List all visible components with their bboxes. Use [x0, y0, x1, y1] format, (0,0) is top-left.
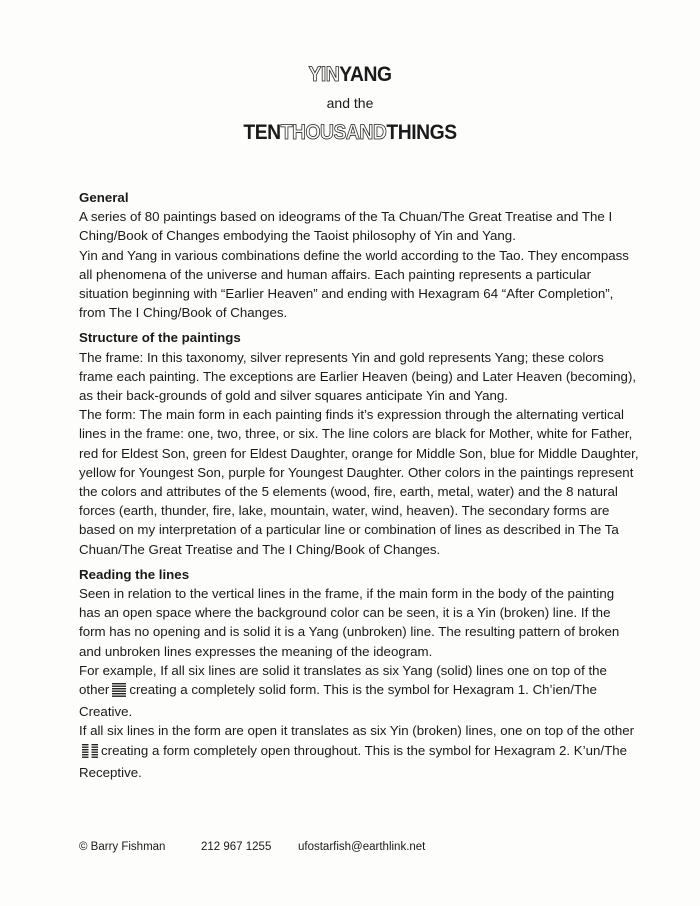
title-block	[0, 62, 700, 146]
reading-p3-after: creating a form completely open throughout. This is the symbol for Hexagram 2. K’un/The Receptive.	[79, 742, 627, 780]
title-yang: YANG	[339, 63, 392, 86]
reading-paragraph-2	[79, 661, 639, 722]
title-line-3	[28, 120, 672, 146]
document-body	[79, 188, 639, 782]
general-heading: General	[79, 190, 129, 205]
footer	[79, 839, 425, 855]
structure-paragraph-frame: The frame: In this taxonomy, silver represents Yin and gold represents Yang; these colors frame each painting. The exceptions are Earlier Heaven (being) and Later Heaven (becoming), as their back-grounds of gold and silver squares anticipate Yin and Yang.	[79, 349, 637, 404]
reading-paragraph-1: Seen in relation to the vertical lines in the frame, if the main form in the body of the painting has an open space where the background color can be seen, it is a Yin (broken) line. If the form has no opening and is solid it is a Yang (unbroken) line. The resulting pattern of broken and unbroken lines expresses the meaning of the ideogram.	[79, 586, 620, 659]
reading-paragraph-3	[79, 721, 639, 782]
title-and-the: and the	[326, 95, 374, 111]
footer-email: ufostarfish@earthlink.net	[298, 841, 426, 853]
title-line-1	[28, 62, 672, 88]
title-yin: YIN	[308, 63, 340, 86]
general-paragraph-2: Yin and Yang in various combinations define the world according to the Tao. They encompass all phenomena of the universe and human affairs. Each painting represents a particular situation beginning with “Earlier Heaven” and ending with Hexagram 64 “After Completion”, from The I Ching/Book of Changes.	[79, 247, 629, 321]
reading-p2-after: creating a completely solid form. This is the symbol for Hexagram 1. Ch’ien/The Creative.	[79, 682, 597, 720]
general-paragraph-1: A series of 80 paintings based on ideograms of the Ta Chuan/The Great Treatise and The I Ching/Book of Changes embodying the Taoist philosophy of Yin and Yang.	[79, 209, 613, 244]
hexagram-solid-icon	[112, 683, 126, 702]
reading-p2-before: For example, If all six lines are solid it translates as six Yang (solid) lines one on top of the other	[79, 662, 607, 698]
title-thousand: THOUSAND	[280, 121, 387, 144]
title-things: THINGS	[386, 121, 457, 144]
structure-heading: Structure of the paintings	[79, 330, 241, 346]
reading-p3-before: If all six lines in the form are open it translates as six Yin (broken) lines, one on top of the other	[79, 723, 635, 739]
title-ten: TEN	[243, 121, 281, 144]
structure-paragraph-form: The form: The main form in each painting finds it’s expression through the alternating vertical lines in the frame: one, two, three, or six. The line colors are black for Mother, white for Father, red for Eldest Son, green for Eldest Daughter, orange for Middle Son, blue for Middle Daughter, yellow for Youngest Son, purple for Youngest Daughter. Other colors in the paintings represent the colors and attributes of the 5 elements (wood, fire, earth, metal, water) and the 8 natural forces (earth, thunder, fire, lake, mountain, water, wind, heaven). The secondary forms are based on my interpretation of a particular line or combination of lines as described in The Ta Chuan/The Great Treatise and The I Ching/Book of Changes.	[79, 407, 639, 557]
footer-copyright: © Barry Fishman	[79, 841, 166, 853]
footer-phone: 212 967 1255	[201, 841, 272, 853]
reading-heading: Reading the lines	[79, 566, 190, 582]
hexagram-broken-icon	[82, 744, 98, 763]
